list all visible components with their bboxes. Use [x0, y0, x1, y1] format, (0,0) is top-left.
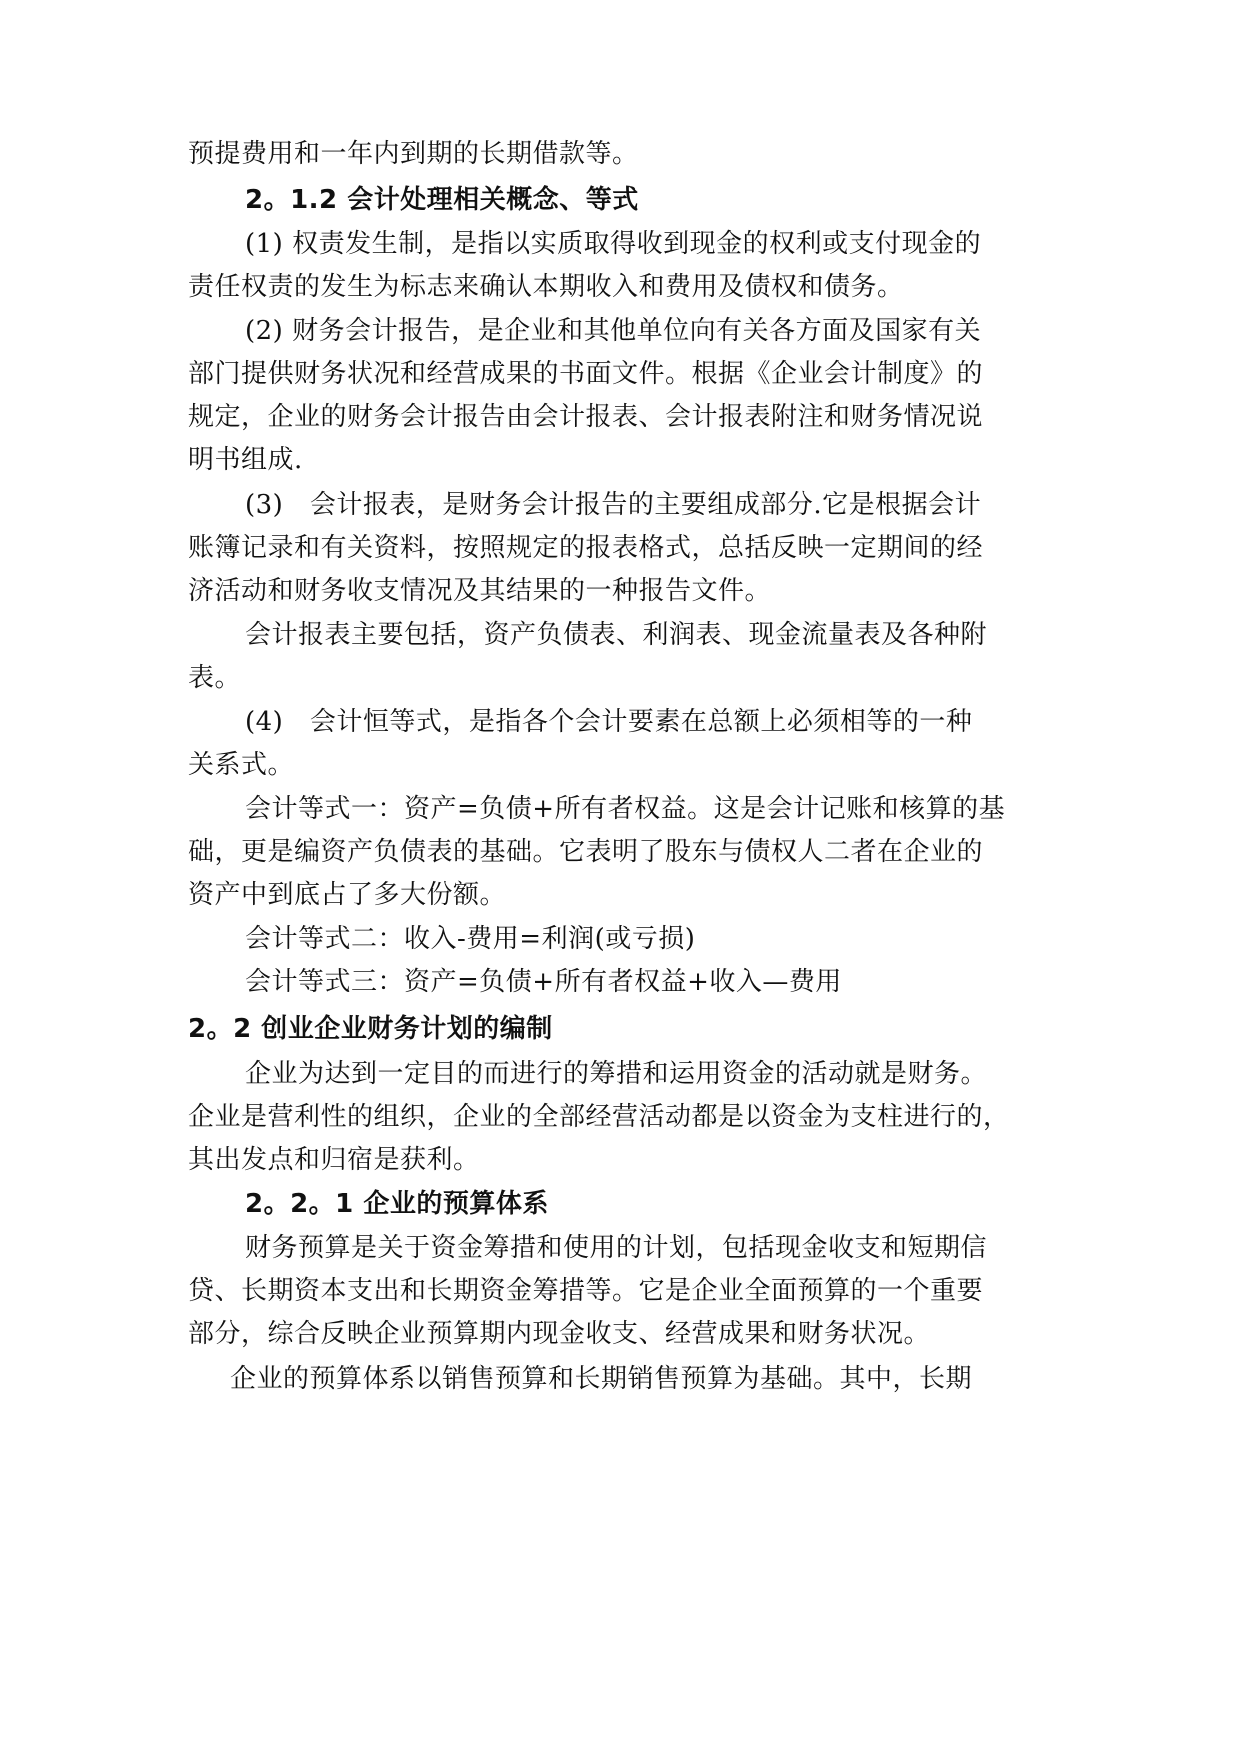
text-line: 会计等式一：资产=负债+所有者权益。这是会计记账和核算的基	[245, 794, 1006, 824]
text-line: 部门提供财务状况和经营成果的书面文件。根据《企业会计制度》的	[188, 359, 984, 389]
text-line: 明书组成.	[188, 445, 303, 475]
text-line: 其出发点和归宿是获利。	[188, 1145, 480, 1175]
text-line: 会计等式三：资产=负债+所有者权益+收入—费用	[245, 967, 842, 997]
text-line: 济活动和财务收支情况及其结果的一种报告文件。	[188, 576, 772, 606]
text-line: (4) 会计恒等式，是指各个会计要素在总额上必须相等的一种	[245, 707, 973, 737]
text-line: 关系式。	[188, 750, 295, 780]
text-line: 企业的预算体系以销售预算和长期销售预算为基础。其中，长期	[230, 1364, 973, 1394]
text-line: 础，更是编资产负债表的基础。它表明了股东与债权人二者在企业的	[188, 837, 984, 867]
text-line: 企业为达到一定目的而进行的筹措和运用资金的活动就是财务。	[245, 1059, 988, 1089]
text-line: 表。	[188, 663, 242, 693]
text-line: (1) 权责发生制，是指以实质取得收到现金的权利或支付现金的	[245, 229, 982, 259]
text-line: 账簿记录和有关资料，按照规定的报表格式，总括反映一定期间的经	[188, 533, 984, 563]
text-line: 贷、长期资本支出和长期资金筹措等。它是企业全面预算的一个重要	[188, 1276, 984, 1306]
text-line: (3) 会计报表，是财务会计报告的主要组成部分.它是根据会计	[245, 490, 982, 520]
text-line: 责任权责的发生为标志来确认本期收入和费用及债权和债务。	[188, 272, 904, 302]
section-heading-2-2-1: 2。2。1 企业的预算体系	[245, 1189, 549, 1219]
text-line: 企业是营利性的组织，企业的全部经营活动都是以资金为支柱进行的，	[188, 1102, 1010, 1132]
section-heading-2-1-2: 2。1.2 会计处理相关概念、等式	[245, 185, 639, 215]
text-line: (2) 财务会计报告，是企业和其他单位向有关各方面及国家有关	[245, 316, 982, 346]
text-line: 会计报表主要包括，资产负债表、利润表、现金流量表及各种附	[245, 620, 988, 650]
section-heading-2-2: 2。2 创业企业财务计划的编制	[188, 1014, 553, 1044]
text-line: 预提费用和一年内到期的长期借款等。	[188, 139, 639, 169]
text-line: 规定，企业的财务会计报告由会计报表、会计报表附注和财务情况说	[188, 402, 984, 432]
text-line: 部分，综合反映企业预算期内现金收支、经营成果和财务状况。	[188, 1319, 931, 1349]
text-line: 资产中到底占了多大份额。	[188, 880, 507, 910]
text-line: 会计等式二：收入-费用=利润(或亏损)	[245, 924, 696, 954]
text-line: 财务预算是关于资金筹措和使用的计划，包括现金收支和短期信	[245, 1233, 988, 1263]
